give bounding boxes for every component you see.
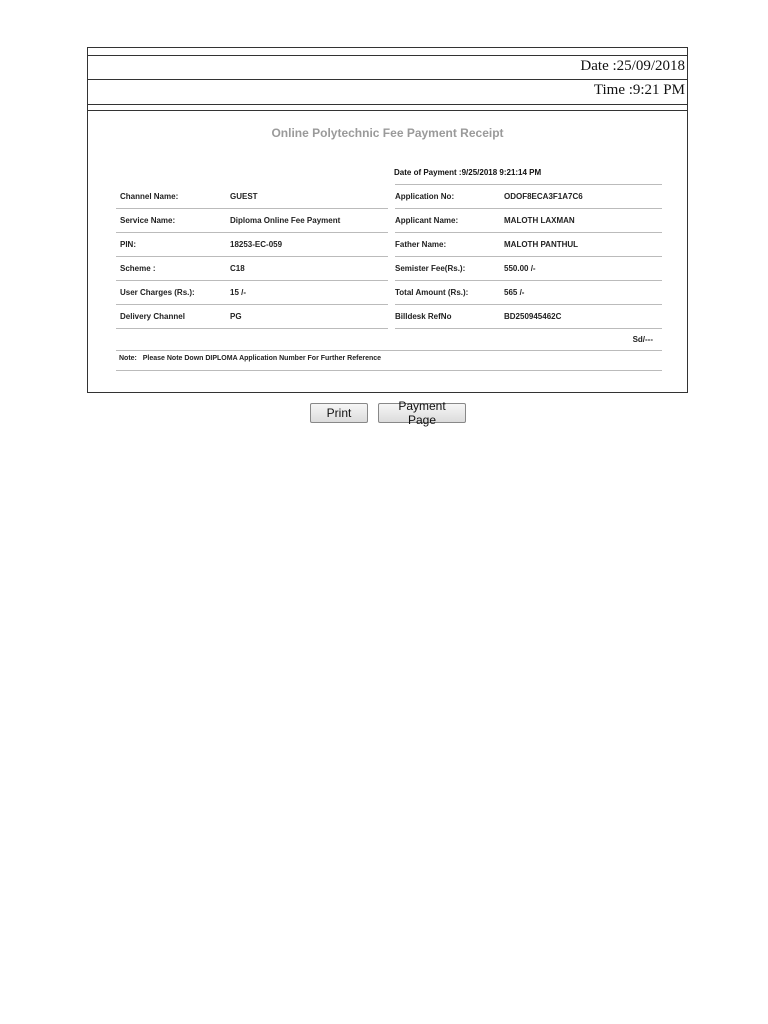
table-row <box>116 208 662 232</box>
applicant-name-value: MALOTH LAXMAN <box>504 215 575 225</box>
semister-fee-value: 550.00 /- <box>504 263 536 273</box>
delivery-channel-value: PG <box>230 311 242 321</box>
receipt-frame <box>87 47 688 393</box>
delivery-channel-label: Delivery Channel <box>120 311 185 321</box>
channel-name-value: GUEST <box>230 191 258 201</box>
channel-name-label: Channel Name: <box>120 191 179 201</box>
table-row <box>116 256 662 280</box>
billdesk-refno-value: BD250945462C <box>504 311 562 321</box>
header-date: Date :25/09/2018 <box>580 58 685 74</box>
table-row <box>116 304 662 328</box>
table-row <box>116 232 662 256</box>
divider <box>88 104 687 105</box>
date-of-payment: Date of Payment :9/25/2018 9:21:14 PM <box>394 168 542 177</box>
applicant-name-label: Applicant Name: <box>395 215 459 225</box>
note-text: Please Note Down DIPLOMA Application Number For Further Reference <box>142 355 382 362</box>
note <box>119 355 381 362</box>
print-button[interactable]: Print <box>310 403 368 423</box>
payment-page-button[interactable]: Payment Page <box>378 403 466 423</box>
user-charges-value: 15 /- <box>230 287 247 297</box>
signature-text: Sd/--- <box>632 335 653 344</box>
header-time: Time :9:21 PM <box>593 82 685 98</box>
father-name-value: MALOTH PANTHUL <box>504 239 579 249</box>
service-name-label: Service Name: <box>120 215 176 225</box>
application-no-label: Application No: <box>395 191 455 201</box>
divider <box>88 110 687 111</box>
total-amount-value: 565 /- <box>504 287 525 297</box>
service-name-value: Diploma Online Fee Payment <box>230 215 341 225</box>
semister-fee-label: Semister Fee(Rs.): <box>395 263 466 273</box>
table-row <box>116 280 662 304</box>
billdesk-refno-label: Billdesk RefNo <box>395 311 452 321</box>
scheme-value: C18 <box>230 263 245 273</box>
receipt-title: Online Polytechnic Fee Payment Receipt <box>271 126 504 140</box>
total-amount-label: Total Amount (Rs.): <box>395 287 469 297</box>
table-row <box>116 184 662 208</box>
application-no-value: ODOF8ECA3F1A7C6 <box>504 191 583 201</box>
father-name-label: Father Name: <box>395 239 447 249</box>
user-charges-label: User Charges (Rs.): <box>120 287 195 297</box>
pin-label: PIN: <box>120 239 136 249</box>
divider <box>88 55 687 56</box>
divider <box>88 79 687 80</box>
note-label: Note: <box>119 355 137 362</box>
scheme-label: Scheme : <box>120 263 156 273</box>
pin-value: 18253-EC-059 <box>230 239 283 249</box>
